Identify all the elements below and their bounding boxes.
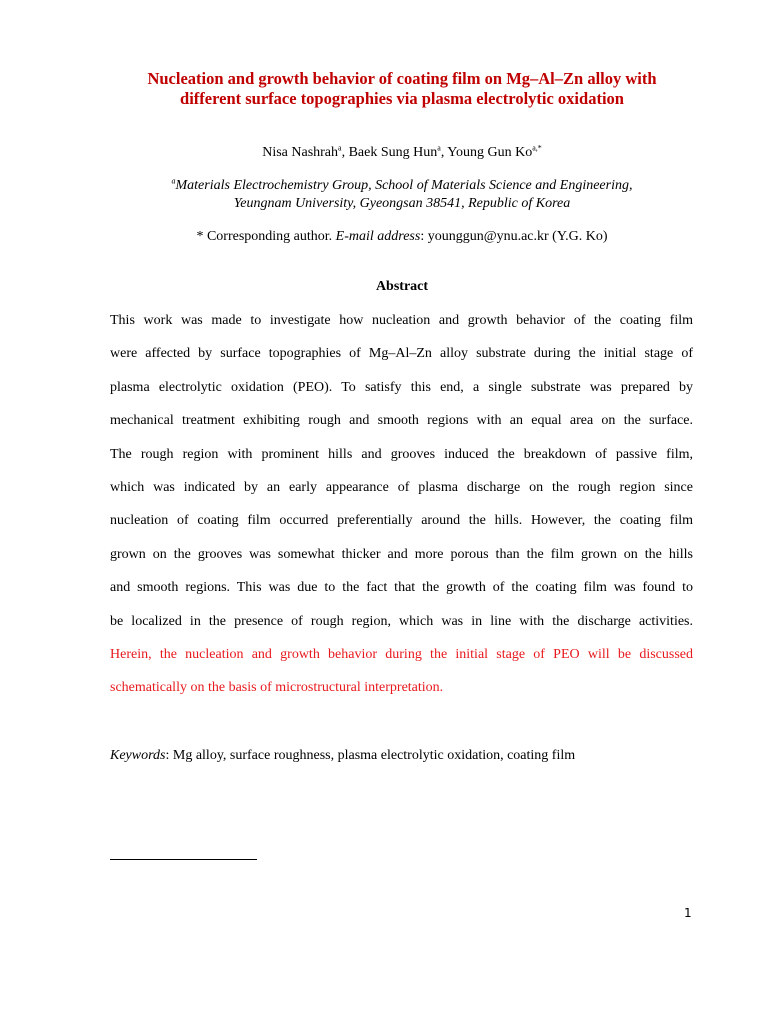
keywords bbox=[110, 747, 575, 765]
author-name: Nisa Nashrah bbox=[262, 145, 339, 160]
abstract-heading: Abstract bbox=[375, 279, 429, 294]
keywords-label: Keywords bbox=[110, 748, 166, 763]
email-label: E-mail address bbox=[335, 229, 421, 244]
footnote-divider bbox=[110, 859, 257, 860]
affiliation bbox=[100, 177, 704, 213]
abstract-body bbox=[110, 312, 693, 713]
abstract-line: and smooth regions. This was due to the fact that the growth of the coating film was found to bbox=[110, 580, 693, 596]
abstract-line: mechanical treatment exhibiting rough and smooth regions with an equal area on the surface. bbox=[110, 413, 693, 429]
abstract-line: which was indicated by an early appearance of plasma discharge on the rough region since bbox=[110, 479, 693, 495]
affiliation-line-1 bbox=[100, 177, 704, 195]
email-address: : younggun@ynu.ac.kr (Y.G. Ko) bbox=[420, 229, 608, 244]
author-separator: , bbox=[341, 145, 349, 160]
abstract-line: nucleation of coating film occurred preferentially around the hills. However, the coating film bbox=[110, 513, 693, 529]
author-affiliation-marker: a bbox=[338, 143, 342, 153]
author-name: Baek Sung Hun bbox=[348, 145, 438, 160]
author-list bbox=[100, 144, 704, 162]
abstract-line: The rough region with prominent hills and grooves induced the breakdown of passive film, bbox=[110, 446, 693, 462]
paper-title bbox=[100, 69, 704, 109]
abstract-line: grown on the grooves was somewhat thicker and more porous than the film grown on the hills bbox=[110, 546, 693, 562]
author-affiliation-marker: a bbox=[437, 143, 441, 153]
corresponding-prefix: * Corresponding author. bbox=[196, 229, 336, 244]
abstract-line: were affected by surface topographies of Mg–Al–Zn alloy substrate during the initial stage of bbox=[110, 346, 693, 362]
keywords-text: : Mg alloy, surface roughness, plasma electrolytic oxidation, coating film bbox=[165, 748, 576, 763]
author-separator: , bbox=[440, 145, 448, 160]
abstract-highlight-line: Herein, the nucleation and growth behavior during the initial stage of PEO will be discussed bbox=[110, 646, 693, 662]
paper-title-line-1: Nucleation and growth behavior of coating film on Mg–Al–Zn alloy with bbox=[147, 69, 657, 88]
paper-title-line-2: different surface topographies via plasma electrolytic oxidation bbox=[180, 89, 624, 108]
affiliation-line-2: Yeungnam University, Gyeongsan 38541, Republic of Korea bbox=[233, 196, 571, 211]
affiliation-text-1: Materials Electrochemistry Group, School of Materials Science and Engineering, bbox=[175, 178, 633, 193]
author-affiliation-marker: a,* bbox=[532, 143, 542, 153]
abstract-line: be localized in the presence of rough region, which was in line with the discharge activities. bbox=[110, 613, 693, 629]
author-name: Young Gun Ko bbox=[447, 145, 533, 160]
abstract-highlight-line: schematically on the basis of microstructural interpretation. bbox=[110, 680, 444, 696]
page-number: 1 bbox=[684, 906, 692, 920]
corresponding-author bbox=[100, 228, 704, 246]
affiliation-marker: a bbox=[171, 176, 176, 186]
abstract-line: This work was made to investigate how nucleation and growth behavior of the coating film bbox=[110, 313, 693, 328]
abstract-line: plasma electrolytic oxidation (PEO). To satisfy this end, a single substrate was prepared by bbox=[110, 379, 693, 395]
